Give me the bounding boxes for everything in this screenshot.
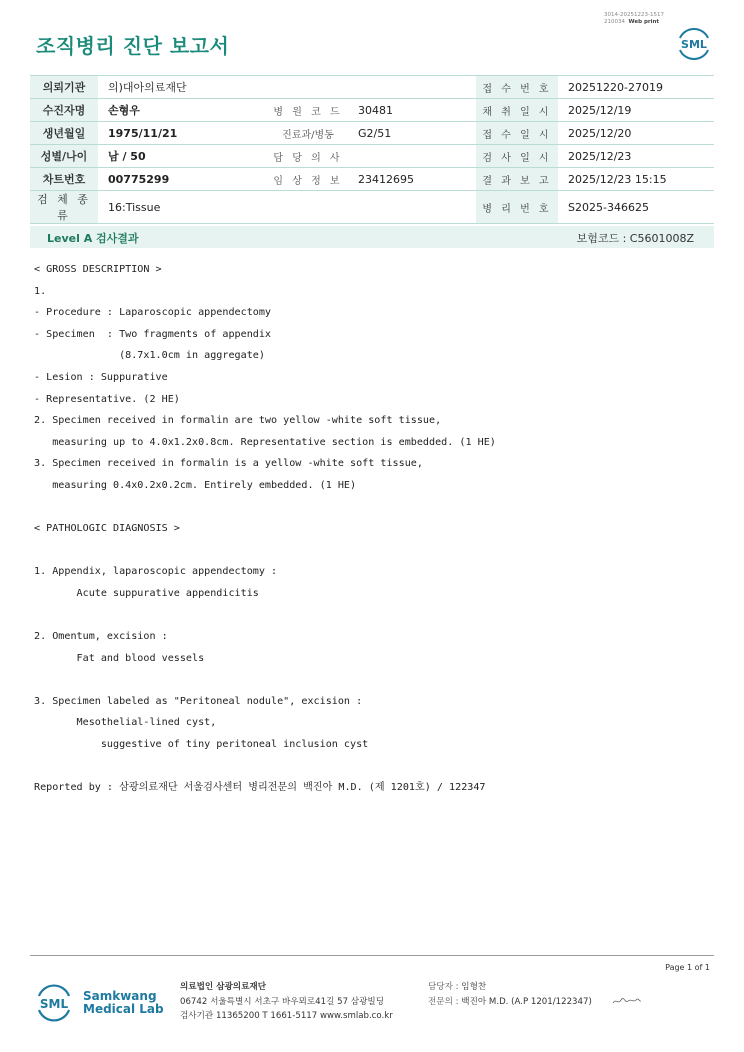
page-title: 조직병리 진단 보고서 xyxy=(36,34,230,58)
logo-text: SML xyxy=(681,38,707,51)
report-line: < GROSS DESCRIPTION > xyxy=(34,264,162,275)
footer-logo-text: SML xyxy=(39,997,69,1011)
info-value: G2/51 xyxy=(348,122,476,145)
info-value: 2025/12/23 xyxy=(558,145,714,168)
report-line xyxy=(34,669,496,691)
report-line: - Specimen : Two fragments of appendix xyxy=(34,328,272,340)
footer-divider xyxy=(30,955,714,956)
org-address: 06742 서울특별시 서초구 바우뫼로41길 57 삼광빌딩 xyxy=(180,996,384,1007)
info-value: 00775299 xyxy=(98,168,268,191)
info-row xyxy=(30,122,714,145)
info-value: 2025/12/19 xyxy=(558,99,714,122)
info-row xyxy=(30,191,714,224)
report-line xyxy=(34,756,496,778)
manager-name: 임형찬 xyxy=(461,982,487,992)
manager-label: 담당자 : xyxy=(428,982,459,992)
org-name: 의료법인 삼광의료재단 xyxy=(180,982,267,992)
info-label: 진료과/병동 xyxy=(268,122,348,145)
info-value: 16:Tissue xyxy=(98,191,476,224)
info-label: 검 사 일 시 xyxy=(476,145,558,168)
info-label: 검 체 종 류 xyxy=(30,191,98,224)
info-label: 의뢰기관 xyxy=(30,76,98,99)
info-label: 접 수 번 호 xyxy=(476,76,558,99)
info-value: 2025/12/20 xyxy=(558,122,714,145)
signature-icon xyxy=(612,996,642,1006)
print-label: 210034 Web print xyxy=(604,19,660,25)
report-line: - Lesion : Suppurative xyxy=(34,371,168,383)
sml-logo-icon xyxy=(36,980,72,1024)
report-line xyxy=(34,605,496,627)
info-label: 임 상 정 보 xyxy=(268,168,348,191)
report-line: Fat and blood vessels xyxy=(34,652,205,664)
info-value: 의)대아의료재단 xyxy=(98,76,476,99)
info-value: 2025/12/23 15:15 xyxy=(558,168,714,191)
report-line: Acute suppurative appendicitis xyxy=(34,587,259,599)
report-line: Mesothelial-lined cyst, xyxy=(34,717,217,729)
report-line: - Procedure : Laparoscopic appendectomy xyxy=(34,307,272,319)
page-number: Page 1 of 1 xyxy=(665,963,710,972)
info-label: 차트번호 xyxy=(30,168,98,191)
info-value: S2025-346625 xyxy=(558,191,714,224)
report-line: measuring 0.4x0.2x0.2cm. Entirely embedded. (1 HE) xyxy=(34,479,357,491)
info-row xyxy=(30,168,714,191)
insurance-code: 보험코드 : C5601008Z xyxy=(576,232,694,245)
org-contact: 검사기관 11365200 T 1661-5117 www.smlab.co.kr xyxy=(180,1011,393,1021)
report-line: (8.7x1.0cm in aggregate) xyxy=(34,350,265,362)
info-row xyxy=(30,76,714,99)
specialist-label: 전문의 : xyxy=(428,996,459,1007)
brand-line2: Medical Lab xyxy=(83,1002,164,1016)
specialist-name: 백진아 M.D. (A.P 1201/122347) xyxy=(461,996,592,1007)
info-label: 접 수 일 시 xyxy=(476,122,558,145)
report-body xyxy=(34,259,496,799)
info-label: 병 리 번 호 xyxy=(476,191,558,224)
info-value: 23412695 xyxy=(348,168,476,191)
info-value: 남 / 50 xyxy=(98,145,268,168)
report-line: suggestive of tiny peritoneal inclusion cyst xyxy=(34,739,369,751)
result-level-bar xyxy=(30,226,714,248)
report-line: Reported by : 삼광의료재단 서울검사센터 병리전문의 백진아 M.D. (제 1201호) / 122347 xyxy=(34,782,486,794)
report-line: 1. xyxy=(34,285,47,297)
footer-org-info xyxy=(180,980,393,1024)
footer-brand xyxy=(83,990,164,1016)
info-label: 결 과 보 고 xyxy=(476,168,558,191)
info-value: 30481 xyxy=(348,99,476,122)
info-label: 성별/나이 xyxy=(30,145,98,168)
sml-logo-icon xyxy=(676,26,712,60)
report-line xyxy=(34,540,496,562)
report-line: measuring up to 4.0x1.2x0.8cm. Representative section is embedded. (1 HE) xyxy=(34,436,496,448)
report-line: 1. Appendix, laparoscopic appendectomy : xyxy=(34,566,278,578)
print-metadata xyxy=(604,12,664,26)
report-line: 2. Specimen received in formalin are two yellow -white soft tissue, xyxy=(34,415,442,427)
info-label: 담 당 의 사 xyxy=(268,145,348,168)
report-line: 2. Omentum, excision : xyxy=(34,631,168,643)
footer-staff xyxy=(428,980,592,1009)
info-label: 채 취 일 시 xyxy=(476,99,558,122)
report-line: 3. Specimen labeled as "Peritoneal nodule", excision : xyxy=(34,695,363,707)
info-label: 수진자명 xyxy=(30,99,98,122)
info-row xyxy=(30,145,714,168)
info-value: 1975/11/21 xyxy=(98,122,268,145)
info-value: 손형우 xyxy=(98,99,268,122)
brand-line1: Samkwang xyxy=(83,989,157,1003)
report-line xyxy=(34,497,496,519)
report-line: 3. Specimen received in formalin is a yellow -white soft tissue, xyxy=(34,458,423,470)
report-line: < PATHOLOGIC DIAGNOSIS > xyxy=(34,523,180,535)
result-level-title: Level A 검사결과 xyxy=(47,232,139,245)
report-line: - Representative. (2 HE) xyxy=(34,393,180,405)
info-row xyxy=(30,99,714,122)
info-label: 병 원 코 드 xyxy=(268,99,348,122)
print-id: 3014-20251223-1517 xyxy=(604,12,664,18)
info-value: 20251220-27019 xyxy=(558,76,714,99)
patient-info-table xyxy=(30,75,714,224)
info-label: 생년월일 xyxy=(30,122,98,145)
info-value xyxy=(348,145,476,168)
